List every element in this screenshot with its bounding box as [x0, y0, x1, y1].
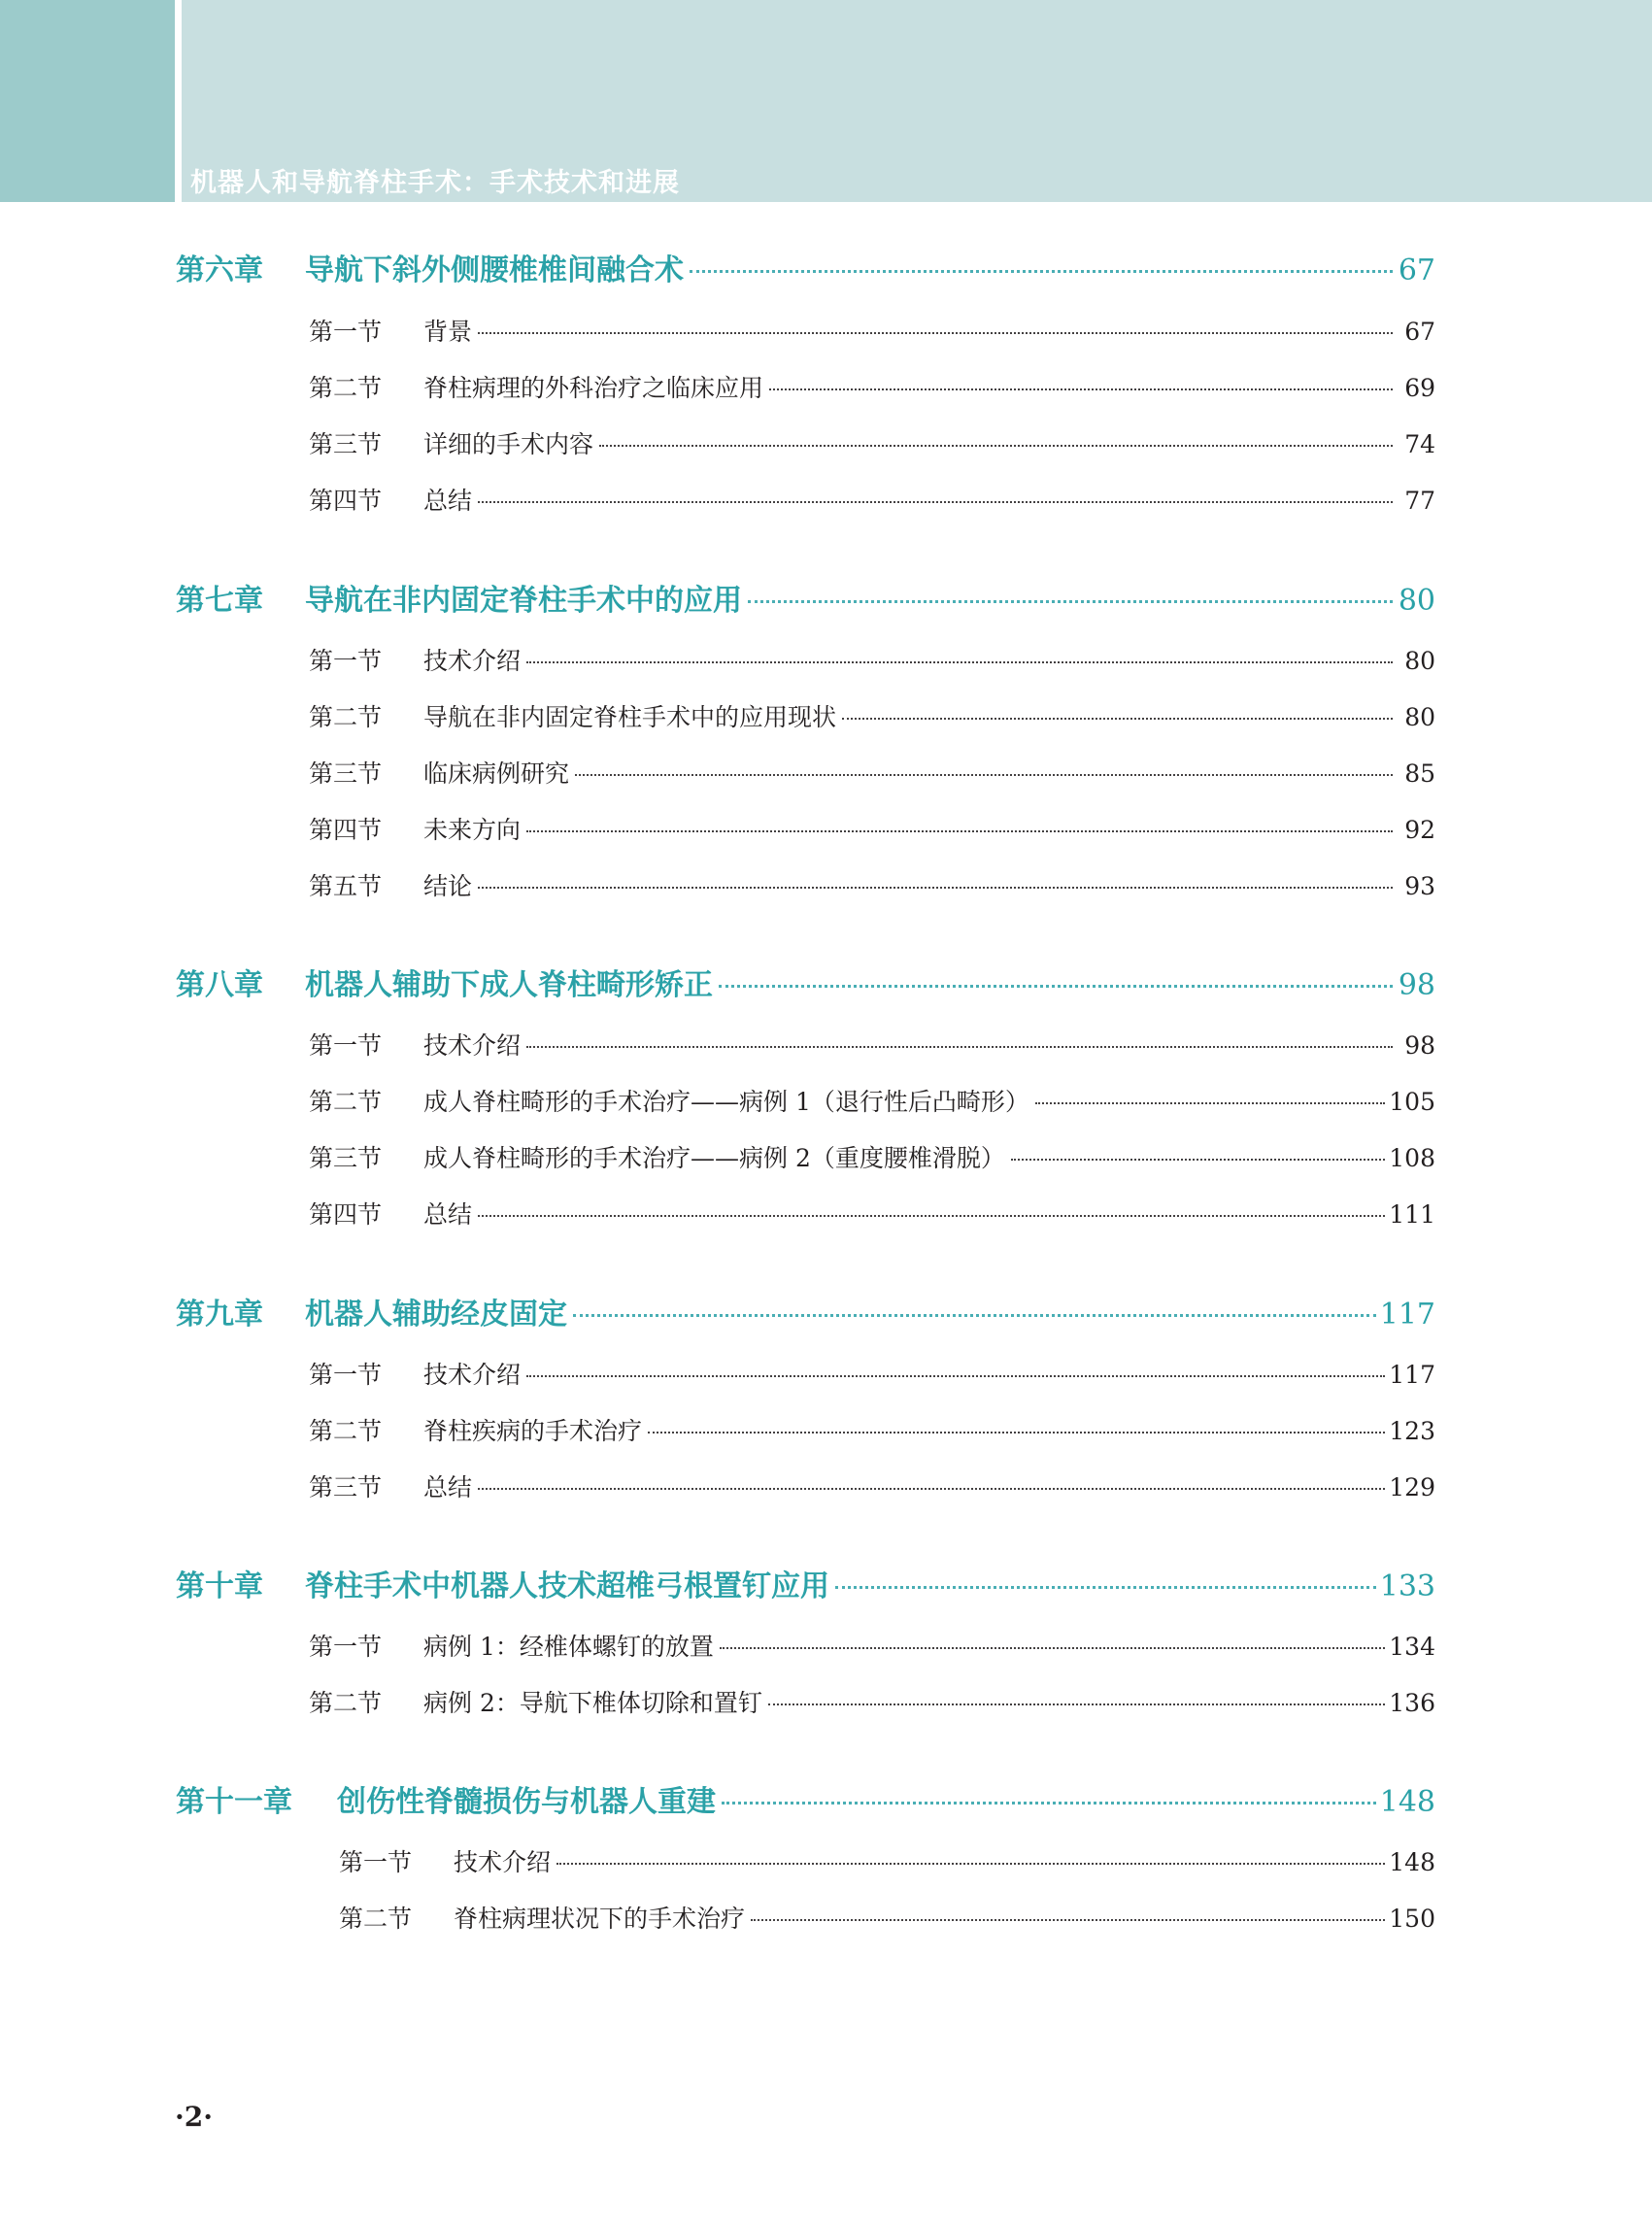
- section-page: 150: [1389, 1905, 1435, 1933]
- section-page: 80: [1404, 647, 1435, 675]
- chapter-label: 第八章: [176, 968, 263, 1002]
- chapter-page: 148: [1379, 1785, 1435, 1819]
- dot-leader: [526, 661, 1393, 663]
- section-title: 技术介绍: [423, 1031, 522, 1060]
- toc-section[interactable]: [309, 369, 1435, 404]
- section-title: 病例 1：经椎体螺钉的放置: [423, 1633, 714, 1661]
- section-title: 详细的手术内容: [423, 430, 594, 458]
- dot-leader: [573, 1314, 1376, 1317]
- section-label: 第二节: [309, 374, 383, 402]
- toc-section[interactable]: [309, 1083, 1435, 1118]
- toc-section[interactable]: [309, 482, 1435, 517]
- section-page: 69: [1404, 374, 1435, 402]
- dot-leader: [478, 1215, 1385, 1217]
- section-title: 技术介绍: [423, 647, 522, 675]
- section-label: 第一节: [309, 1633, 383, 1661]
- section-page: 136: [1389, 1689, 1435, 1717]
- dot-leader: [599, 445, 1393, 447]
- page-number: ·2·: [175, 2101, 213, 2133]
- section-label: 第一节: [309, 647, 383, 675]
- dot-leader: [1011, 1159, 1385, 1161]
- section-label: 第五节: [309, 872, 383, 900]
- section-title: 导航在非内固定脊柱手术中的应用现状: [423, 703, 837, 731]
- chapter-title: 导航下斜外侧腰椎椎间融合术: [305, 253, 684, 287]
- section-page: 92: [1404, 816, 1435, 844]
- dot-leader: [478, 332, 1393, 334]
- section-title: 技术介绍: [454, 1848, 552, 1876]
- section-title: 成人脊柱畸形的手术治疗——病例 2（重度腰椎滑脱）: [423, 1144, 1005, 1172]
- dot-leader: [690, 270, 1393, 273]
- dot-leader: [842, 718, 1393, 720]
- toc-section[interactable]: [309, 1628, 1435, 1663]
- dot-leader: [648, 1432, 1385, 1433]
- section-title: 总结: [423, 1200, 473, 1229]
- toc-section[interactable]: [309, 1027, 1435, 1062]
- section-title: 病例 2：导航下椎体切除和置钉: [423, 1689, 762, 1717]
- chapter-title: 脊柱手术中机器人技术超椎弓根置钉应用: [305, 1569, 829, 1603]
- section-title: 临床病例研究: [423, 759, 570, 788]
- section-page: 93: [1404, 872, 1435, 900]
- section-page: 80: [1404, 703, 1435, 731]
- section-label: 第二节: [339, 1905, 413, 1933]
- chapter-title: 创伤性脊髓损伤与机器人重建: [337, 1785, 716, 1819]
- section-title: 脊柱病理的外科治疗之临床应用: [423, 374, 764, 402]
- chapter-page: 80: [1398, 584, 1435, 618]
- section-page: 117: [1389, 1361, 1435, 1389]
- toc-section[interactable]: [309, 1356, 1435, 1391]
- chapter-title: 机器人辅助经皮固定: [305, 1298, 567, 1332]
- section-page: 98: [1404, 1031, 1435, 1060]
- chapter-label: 第六章: [176, 253, 263, 287]
- section-label: 第一节: [309, 1361, 383, 1389]
- toc-section[interactable]: [309, 425, 1435, 460]
- section-label: 第一节: [309, 1031, 383, 1060]
- toc-section[interactable]: [309, 1412, 1435, 1447]
- section-label: 第二节: [309, 1417, 383, 1445]
- section-label: 第一节: [309, 318, 383, 346]
- dot-leader: [556, 1863, 1385, 1865]
- toc-section[interactable]: [309, 313, 1435, 348]
- header-left-block: [0, 0, 175, 202]
- section-title: 未来方向: [423, 816, 522, 844]
- section-page: 129: [1389, 1473, 1435, 1501]
- dot-leader: [835, 1586, 1376, 1589]
- section-page: 67: [1404, 318, 1435, 346]
- dot-leader: [719, 985, 1393, 988]
- toc-chapter[interactable]: [176, 961, 1435, 1003]
- toc-section[interactable]: [309, 642, 1435, 677]
- chapter-label: 第十章: [176, 1569, 263, 1603]
- chapter-page: 67: [1398, 253, 1435, 287]
- toc-chapter[interactable]: [176, 1562, 1435, 1604]
- toc-chapter[interactable]: [176, 576, 1435, 619]
- section-label: 第三节: [309, 1144, 383, 1172]
- section-page: 74: [1404, 430, 1435, 458]
- section-page: 105: [1389, 1088, 1435, 1116]
- toc-section[interactable]: [309, 698, 1435, 733]
- toc-chapter[interactable]: [176, 1777, 1435, 1820]
- dot-leader: [526, 1046, 1393, 1048]
- chapter-label: 第九章: [176, 1298, 263, 1332]
- dot-leader: [526, 1375, 1385, 1377]
- section-page: 148: [1389, 1848, 1435, 1876]
- section-title: 脊柱病理状况下的手术治疗: [454, 1905, 746, 1933]
- dot-leader: [478, 1488, 1385, 1490]
- dot-leader: [1035, 1102, 1385, 1104]
- section-title: 结论: [423, 872, 473, 900]
- section-title: 总结: [423, 1473, 473, 1501]
- section-label: 第三节: [309, 430, 383, 458]
- chapter-page: 133: [1379, 1569, 1435, 1603]
- toc-section[interactable]: [309, 755, 1435, 790]
- toc-chapter[interactable]: [176, 1290, 1435, 1332]
- chapter-page: 117: [1379, 1298, 1435, 1332]
- section-label: 第三节: [309, 759, 383, 788]
- toc-section[interactable]: [309, 867, 1435, 902]
- toc-section[interactable]: [339, 1900, 1435, 1935]
- section-label: 第二节: [309, 1689, 383, 1717]
- header-divider: [175, 0, 182, 202]
- dot-leader: [751, 1919, 1385, 1921]
- dot-leader: [575, 774, 1393, 776]
- section-page: 108: [1389, 1144, 1435, 1172]
- section-page: 111: [1389, 1200, 1435, 1229]
- section-title: 脊柱疾病的手术治疗: [423, 1417, 643, 1445]
- toc-section[interactable]: [309, 811, 1435, 846]
- toc-section[interactable]: [339, 1843, 1435, 1878]
- section-title: 成人脊柱畸形的手术治疗——病例 1（退行性后凸畸形）: [423, 1088, 1029, 1116]
- section-label: 第四节: [309, 816, 383, 844]
- chapter-label: 第七章: [176, 584, 263, 618]
- dot-leader: [720, 1647, 1385, 1649]
- toc-section[interactable]: [309, 1139, 1435, 1174]
- section-page: 134: [1389, 1633, 1435, 1661]
- section-title: 技术介绍: [423, 1361, 522, 1389]
- chapter-title: 机器人辅助下成人脊柱畸形矫正: [305, 968, 713, 1002]
- toc-section[interactable]: [309, 1684, 1435, 1719]
- dot-leader: [478, 501, 1393, 503]
- section-page: 123: [1389, 1417, 1435, 1445]
- dot-leader: [768, 1703, 1385, 1705]
- dot-leader: [478, 887, 1393, 889]
- toc-chapter[interactable]: [176, 246, 1435, 288]
- dot-leader: [748, 600, 1393, 603]
- section-page: 77: [1404, 487, 1435, 515]
- book-title: 机器人和导航脊柱手术：手术技术和进展: [190, 168, 680, 198]
- toc-section[interactable]: [309, 1196, 1435, 1231]
- chapter-label: 第十一章: [176, 1785, 292, 1819]
- section-page: 85: [1404, 759, 1435, 788]
- section-label: 第二节: [309, 703, 383, 731]
- dot-leader: [526, 830, 1393, 832]
- section-title: 背景: [423, 318, 473, 346]
- section-label: 第一节: [339, 1848, 413, 1876]
- section-title: 总结: [423, 487, 473, 515]
- toc-section[interactable]: [309, 1468, 1435, 1503]
- dot-leader: [722, 1802, 1376, 1804]
- section-label: 第二节: [309, 1088, 383, 1116]
- section-label: 第四节: [309, 1200, 383, 1229]
- chapter-title: 导航在非内固定脊柱手术中的应用: [305, 584, 742, 618]
- chapter-page: 98: [1398, 968, 1435, 1002]
- section-label: 第三节: [309, 1473, 383, 1501]
- dot-leader: [769, 388, 1393, 390]
- section-label: 第四节: [309, 487, 383, 515]
